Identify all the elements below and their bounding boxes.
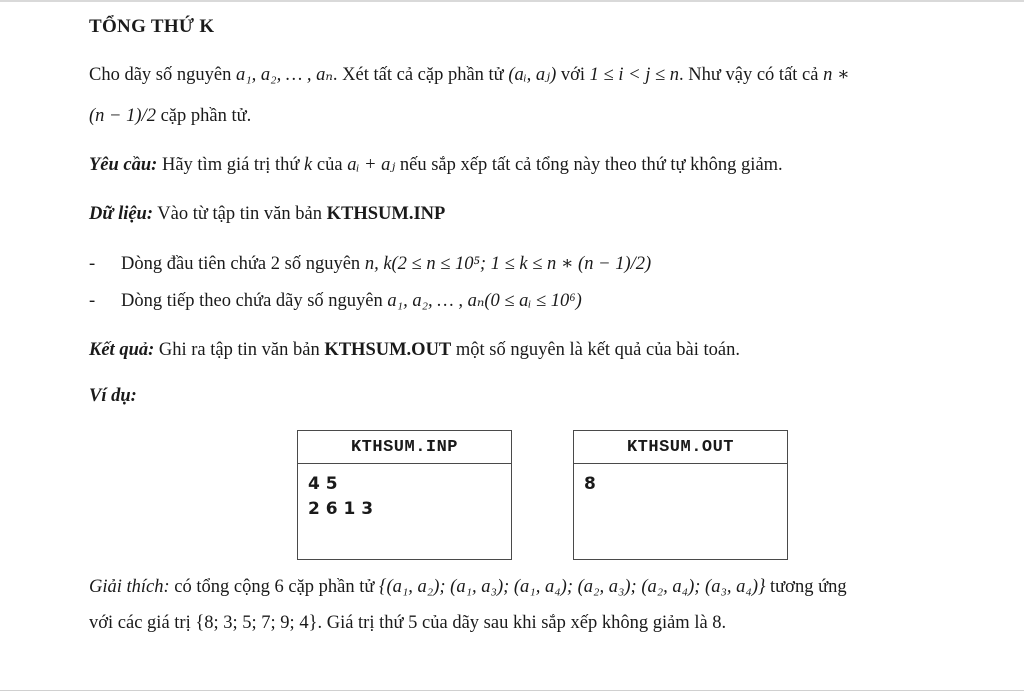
explanation-text: . Giá trị thứ 5 của dãy sau khi sắp xếp không giảm là 8. <box>317 613 727 633</box>
page-bottom-divider <box>0 690 1024 691</box>
requirement-text: của <box>312 155 348 175</box>
intro-text: với <box>556 65 590 85</box>
intro-line-1 <box>89 53 850 97</box>
output-filename: KTHSUM.OUT <box>324 340 452 360</box>
output-line <box>89 328 740 372</box>
output-text: Ghi ra tập tin văn bản <box>154 340 325 360</box>
requirement-text: nếu sắp xếp tất cả tổng này theo thứ tự không giảm. <box>395 155 783 175</box>
example-input-title: KTHSUM.INP <box>298 431 511 464</box>
intro-text: Cho dãy số nguyên <box>89 65 236 85</box>
bullet-dash: - <box>89 254 96 274</box>
condition-math: 1 ≤ i < j ≤ n <box>589 65 679 85</box>
intro-text: cặp phần tử. <box>155 106 252 126</box>
k-math: k <box>304 155 313 175</box>
n-math: n ∗ <box>823 65 850 85</box>
explanation-text: với các giá trị <box>89 613 196 633</box>
explanation-line-2 <box>89 601 726 645</box>
bullet-text: Dòng tiếp theo chứa dãy số nguyên <box>121 291 388 311</box>
input-text: Vào từ tập tin văn bản <box>153 204 327 224</box>
explanation-label: Giải thích: <box>89 577 170 597</box>
bullet-math: n, k(2 ≤ n ≤ 10⁵; 1 ≤ k ≤ n ∗ (n − 1)/2) <box>364 254 652 274</box>
output-text: một số nguyên là kết quả của bài toán. <box>451 340 741 360</box>
bullet-dash: - <box>89 291 96 311</box>
input-bullet-2 <box>89 279 582 323</box>
sequence-math: a₁, a₂, … , aₙ <box>235 65 333 85</box>
sum-math: aᵢ + aⱼ <box>347 155 396 175</box>
page-title: TỔNG THỨ K <box>89 16 215 37</box>
input-line <box>89 192 445 236</box>
example-output-title: KTHSUM.OUT <box>574 431 787 464</box>
example-output-box <box>573 430 788 560</box>
requirement-label: Yêu cầu: <box>89 155 158 175</box>
example-label: Ví dụ: <box>89 386 137 406</box>
example-input-content: 4 5 2 6 1 3 <box>308 474 374 519</box>
requirement-text: Hãy tìm giá trị thứ <box>157 155 305 175</box>
input-label: Dữ liệu: <box>89 204 154 224</box>
values-math: {8; 3; 5; 7; 9; 4} <box>195 613 318 633</box>
intro-text: . Như vậy có tất cả <box>679 65 824 85</box>
explanation-text: có tổng cộng 6 cặp phần tử <box>169 577 380 597</box>
example-input-box <box>297 430 512 560</box>
bullet-math: a₁, a₂, … , aₙ(0 ≤ aᵢ ≤ 10⁶) <box>387 291 582 311</box>
output-label: Kết quả: <box>89 340 155 360</box>
bullet-text: Dòng đầu tiên chứa 2 số nguyên <box>121 254 365 274</box>
example-output-content: 8 <box>584 474 596 494</box>
explanation-text: tương ứng <box>765 577 847 597</box>
intro-line-2 <box>89 94 251 138</box>
count-math: (n − 1)/2 <box>89 106 156 126</box>
requirement-line <box>89 143 783 187</box>
intro-text: . Xét tất cả cặp phần tử <box>332 65 509 85</box>
pair-math: (aᵢ, aⱼ) <box>508 65 557 85</box>
pairs-math: {(a₁, a₂); (a₁, a₃); (a₁, a₄); (a₂, a₃); (a₂, a₄); (a₃, a₄)} <box>379 577 766 597</box>
example-line <box>89 374 137 418</box>
input-filename: KTHSUM.INP <box>326 204 446 224</box>
